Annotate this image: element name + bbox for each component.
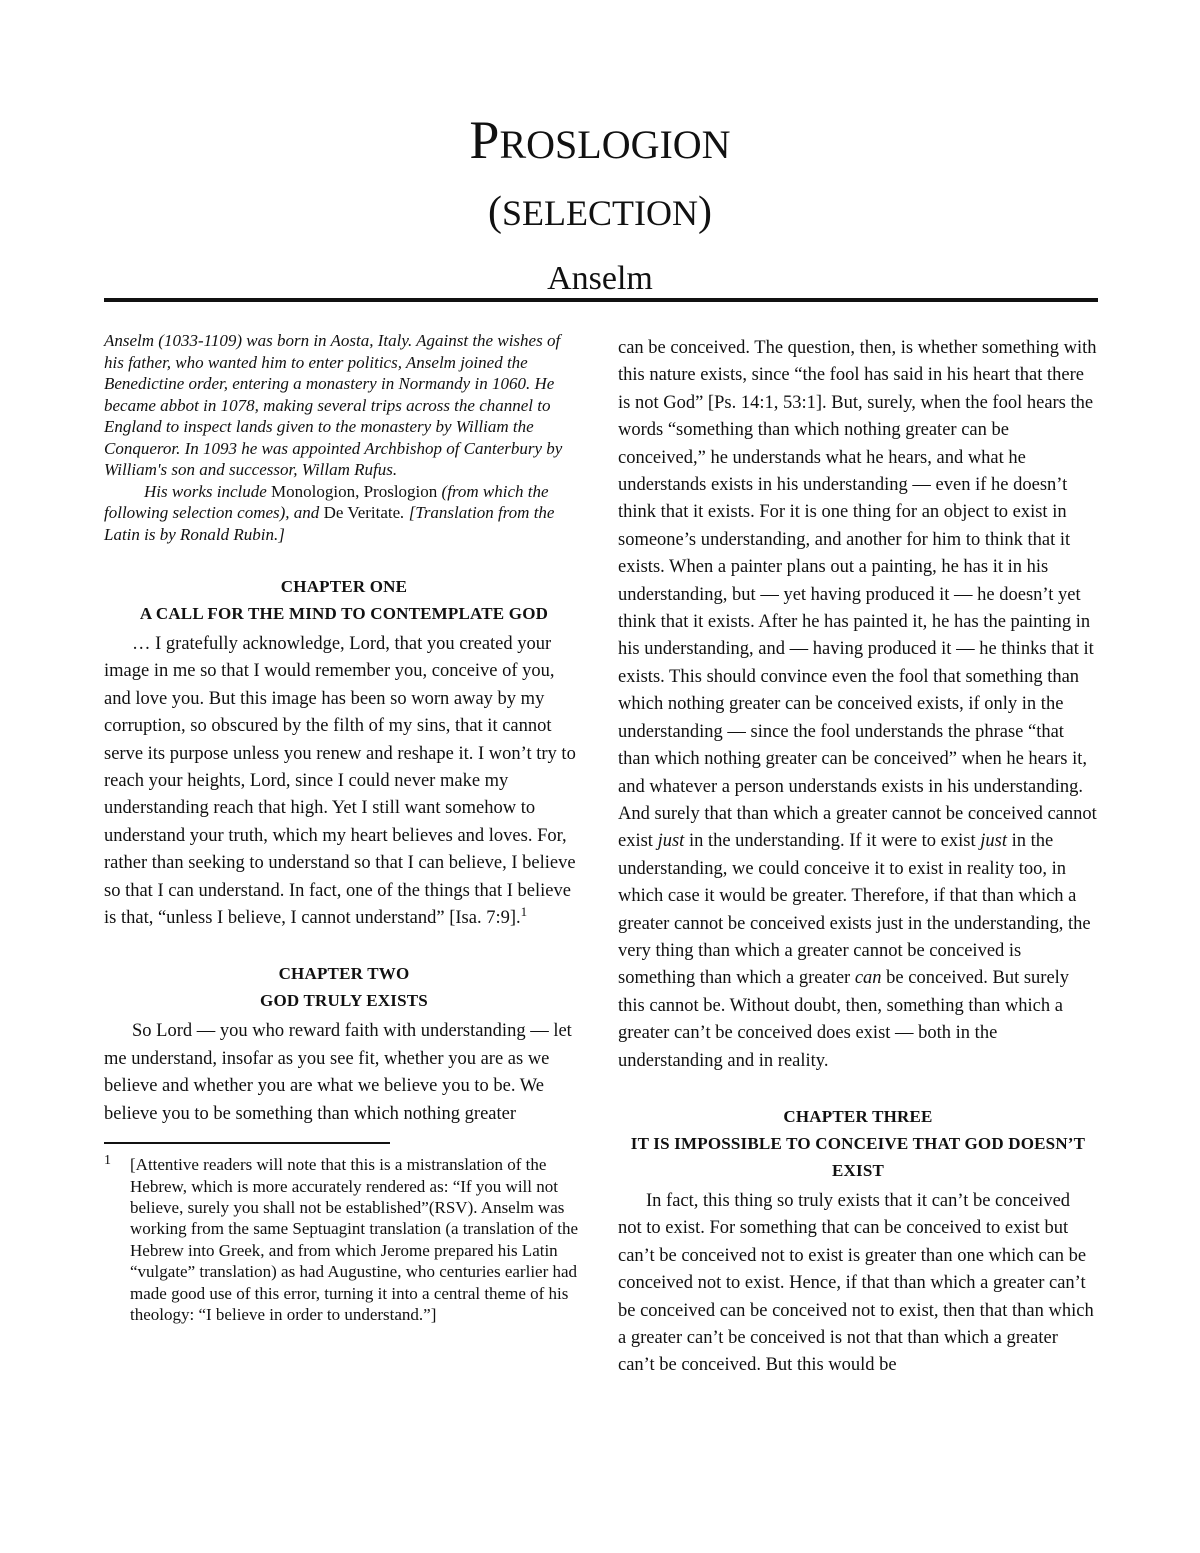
chapter-one-heading [104, 573, 584, 627]
footnote-text: [Attentive readers will note that this is a mistranslation of the Hebrew, which is more accurately rendered as: “If you will not believe, surely you shall not be established”(RSV). Anselm was working from the same Septuagint translation (a translation of the Hebrew into Greek, and from which Jerome prepared his Latin “vulgate” translation) as had Augustine, who centuries earlier had made good use of this error, turning it into a central theme of his theology: “I believe in order to understand.”] [130, 1155, 579, 1324]
chapter-two-text-c: in the understanding, we could conceive it to exist in reality too, in which case it would be greater. Therefore, if that than which a greater cannot be conceived exists just in the understanding, the very thing than which a greater cannot be conceived is something than which a greater [618, 831, 1091, 989]
chapter-one-label: CHAPTER ONE [280, 577, 408, 596]
chapter-three-title: IT IS IMPOSSIBLE TO CONCEIVE THAT GOD DOESN’T EXIST [630, 1133, 1086, 1180]
work-proslogion: Proslogion [363, 481, 438, 501]
chapter-one-text: … I gratefully acknowledge, Lord, that you created your image in me so that I would remember you, conceive of you, and love you. But this image has been so worn away by my corruption, so obscured by the filth of my sins, that it cannot serve its purpose unless you renew and reshape it. I won’t try to reach your heights, Lord, since I could never make my understanding reach that high. Yet I still want somehow to understand your truth, which my heart believes and loves. For, rather than seeking to understand so that I can believe, I believe so that I can understand. In fact, one of the things that I believe is that, “unless I believe, I cannot understand” [Isa. 7:9]. [104, 634, 576, 929]
document-subtitle [0, 190, 1200, 235]
chapter-two-title: GOD TRULY EXISTS [260, 991, 428, 1011]
chapter-three-body: In fact, this thing so truly exists that it can’t be conceived not to exist. For something that can be conceived to exist but can’t be conceived not to exist is greater than one which can be conceived not to exist. Hence, if that than which a greater can’t be conceived can be conceived not to exist, then that than which a greater can’t be conceived is not that than which a greater can’t be conceived. But this would be [618, 1190, 1094, 1376]
title-rest: ROSLOGION [499, 122, 731, 167]
chapter-two-body-left: So Lord — you who reward faith with understanding — let me understand, insofar as you see fit, whether you are as we believe and whether you are what we believe you to be. We believe you to be something than which nothing greater [104, 1021, 572, 1124]
intro-paragraph-1: Anselm (1033-1109) was born in Aosta, Italy. Against the wishes of his father, who wanted him to enter politics, Anselm joined the Benedictine order, entering a monastery in Normandy in 1060. He became abbot in 1078, making several trips across the channel to England to inspect lands given to the monastery by William the Conqueror. In 1093 he was appointed Archbishop of Canterbury by William's son and successor, Willam Rufus. [104, 331, 563, 479]
intro-note [104, 330, 584, 545]
chapter-one-body [104, 631, 584, 932]
right-column [618, 335, 1098, 1380]
chapter-three-label: CHAPTER THREE [783, 1106, 933, 1126]
intro-p2-c: (from which the following selection comes), and [104, 481, 549, 522]
chapter-two-label: CHAPTER TWO [278, 964, 410, 984]
author-name: Anselm [547, 260, 653, 297]
footnote [104, 1154, 584, 1325]
chapter-two-text-d: be conceived. But surely this cannot be. Without doubt, then, something than which a greater can’t be conceived does exist — both in the understanding and in reality. [618, 968, 1070, 1071]
chapter-three-heading [618, 1103, 1098, 1184]
document-title [0, 108, 1200, 177]
title-initial: P [469, 110, 500, 170]
chapter-one-title: A CALL FOR THE MIND TO CONTEMPLATE GOD [139, 604, 549, 623]
subtitle-text: SELECTION [502, 193, 698, 233]
intro-p2-d: . [Translation from the Latin is by Ronald Rubin.] [104, 503, 555, 544]
title-divider [104, 298, 1098, 302]
emphasis-just-2: just [980, 831, 1007, 852]
left-column [104, 330, 584, 1325]
subtitle-close-paren: ) [697, 189, 712, 235]
chapter-two-text-a: can be conceived. The question, then, is whether something with this nature exists, since “the fool has said in his heart that there is not God” [Ps. 14:1, 53:1]. But, surely, when the fool hears the words “something than which nothing greater can be conceived,” he understands what he hears, and what he understands exists in his understanding — even if he doesn’t think that it exists. For it is one thing for an object to exist in someone’s understanding, and another for him to think that it exists. When a painter plans out a painting, he has it in his understanding, but — yet having produced it — he doesn’t yet think that it exists. After he has painted it, he has the painting in his understanding, and — having produced it — he thinks that it exists. This should convince even the fool that something than which nothing greater can be conceived exists, if only in the understanding — since the fool understands the phrase “that than which nothing greater can be conceived” when he hears it, and whatever a person understands exists in his understanding. And surely that than which a greater cannot be conceived cannot exist [618, 338, 1097, 852]
emphasis-can: can [854, 968, 882, 989]
work-monologion: Monologion [271, 481, 356, 501]
chapter-two-body-right [618, 335, 1098, 1075]
footnote-reference[interactable]: 1 [520, 903, 528, 919]
work-de-veritate: De Veritate [323, 503, 401, 522]
emphasis-just-1: just [657, 831, 685, 852]
intro-p2-a: His works include [144, 481, 272, 501]
intro-paragraph-2 [104, 481, 584, 546]
subtitle-open-paren: ( [488, 189, 502, 235]
footnote-number: 1 [104, 1153, 111, 1169]
chapter-two-text-b: in the understanding. If it were to exist [684, 831, 981, 852]
intro-p2-b: , [355, 481, 364, 501]
chapter-two-heading [104, 960, 584, 1014]
